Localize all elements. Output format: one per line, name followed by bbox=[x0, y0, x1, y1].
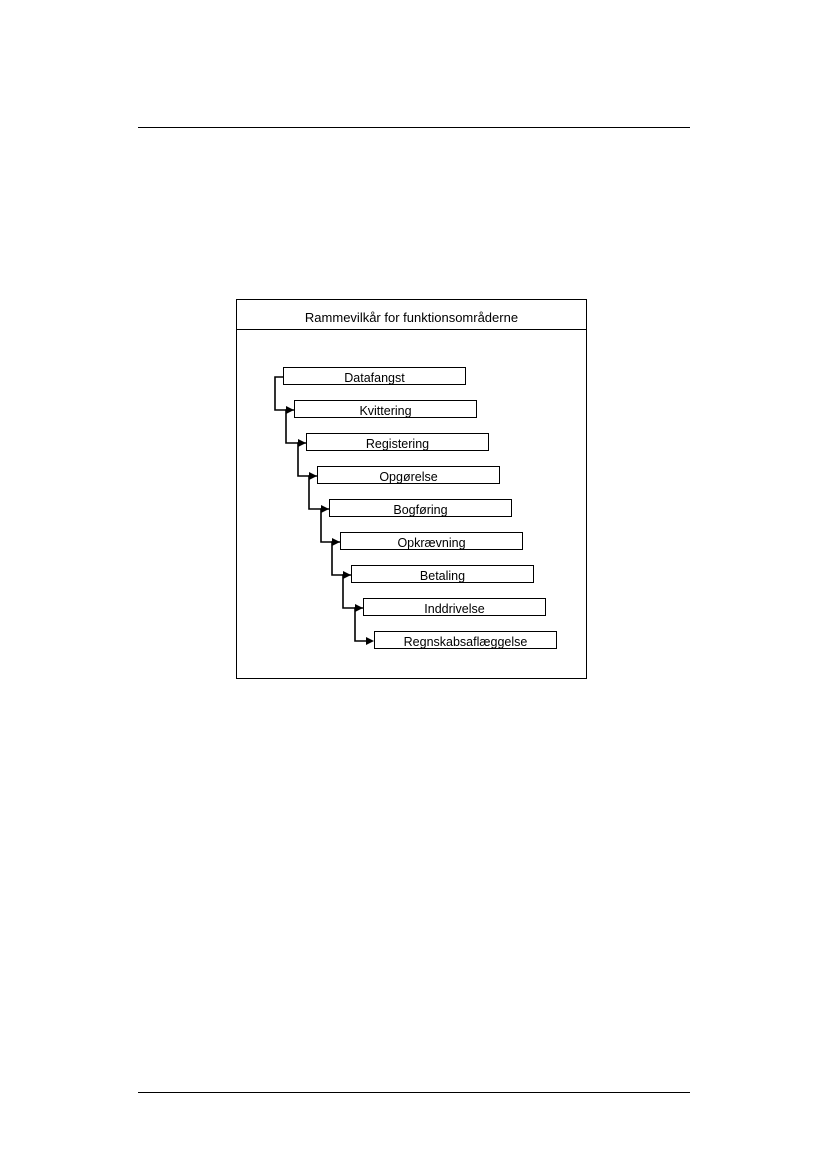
step-datafangst: Datafangst bbox=[283, 367, 466, 385]
header-rule bbox=[138, 127, 690, 128]
diagram-frame bbox=[236, 299, 587, 679]
step-bogforing: Bogføring bbox=[329, 499, 512, 517]
step-betaling: Betaling bbox=[351, 565, 534, 583]
step-kvittering: Kvittering bbox=[294, 400, 477, 418]
step-regnskabsaflaeggelse: Regnskabsaflæggelse bbox=[374, 631, 557, 649]
step-opkraevning: Opkrævning bbox=[340, 532, 523, 550]
step-inddrivelse: Inddrivelse bbox=[363, 598, 546, 616]
footer-rule bbox=[138, 1092, 690, 1093]
diagram-title: Rammevilkår for funktionsområderne bbox=[237, 300, 586, 330]
step-opgorelse: Opgørelse bbox=[317, 466, 500, 484]
step-registering: Registering bbox=[306, 433, 489, 451]
